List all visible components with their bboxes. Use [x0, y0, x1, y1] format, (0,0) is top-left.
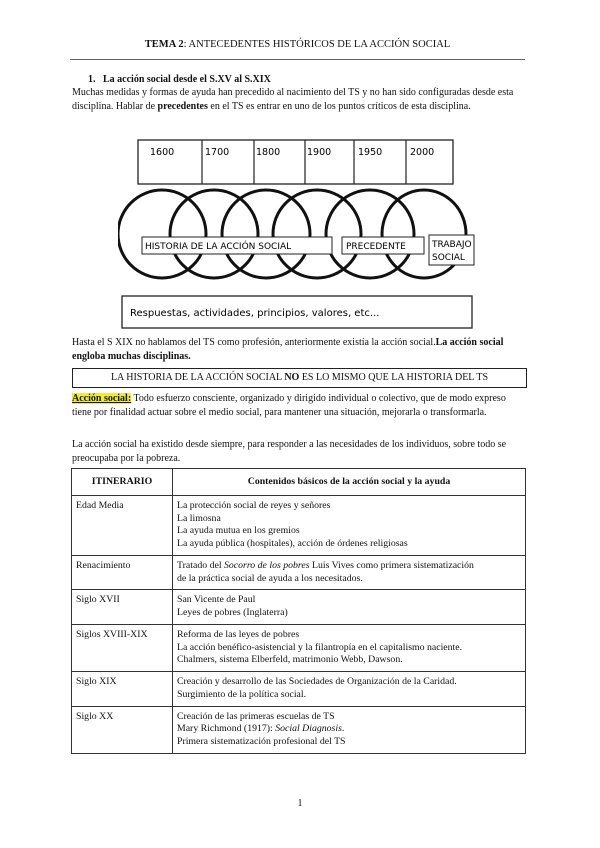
paragraph-definition [72, 392, 527, 419]
cell-line [177, 723, 521, 736]
cell-italic: Social Diagnosis [275, 723, 342, 735]
para2-text: Hasta el S XIX no hablamos del TS como profesión, anteriormente existía la acción social. [72, 337, 436, 348]
table-cell-content [173, 672, 526, 706]
highlight-note-box [72, 368, 527, 388]
table-cell-content [173, 590, 526, 624]
definition-term: Acción social: [72, 393, 132, 404]
para4-text: La acción social ha existido desde siempre, para responder a las necesidades de los individuos, sobre todo se preocupaba por la pobreza. [72, 439, 507, 464]
table-header-itinerario: ITINERARIO [72, 469, 173, 496]
cell-line: Creación de las primeras escuelas de TS [177, 710, 335, 722]
itinerary-table [71, 468, 526, 754]
precedent-label: PRECEDENTE [346, 242, 406, 252]
section-heading [88, 73, 271, 87]
cell-line: La limosna [177, 512, 221, 524]
cell-line: de la práctica social de ayuda a los necesitados. [177, 572, 363, 584]
para1-text-b: en el TS es entrar en uno de los puntos críticos de esta disciplina. [207, 100, 471, 112]
cell-line: Chalmers, sistema Elberfeld, matrimonio Webb, Dawson. [177, 654, 403, 666]
para1-bold: precedentes [157, 100, 208, 112]
cell-line: San Vicente de Paul [177, 594, 256, 606]
year-label: 2000 [410, 147, 435, 158]
social-work-label-1: TRABAJO [432, 240, 472, 250]
cell-line: Reforma de las leyes de pobres [177, 628, 300, 640]
cell-text: Luis Vives como primera sistematización [309, 559, 474, 571]
cell-line: Leyes de pobres (Inglaterra) [177, 607, 288, 619]
table-cell-period: Edad Media [72, 496, 173, 556]
table-row [72, 672, 526, 706]
timeline-figure [118, 136, 478, 336]
table-cell-period: Siglo XX [72, 706, 173, 753]
note-part-c: ES LO MISMO QUE LA HISTORIA DEL TS [299, 372, 489, 383]
table-cell-period: Siglos XVIII-XIX [72, 624, 173, 671]
cell-line: Primera sistematización profesional del TS [177, 736, 346, 748]
page-header [70, 38, 525, 52]
cell-line: La protección social de reyes y señores [177, 500, 331, 511]
paragraph-poverty [72, 438, 527, 465]
cell-text: Tratado del [177, 559, 224, 571]
cell-line: La ayuda pública (hospitales), acción de órdenes religiosas [177, 538, 408, 550]
cell-line: La ayuda mutua en los gremios [177, 525, 300, 537]
cell-text: . [341, 723, 345, 735]
cell-line: La acción benéfico-asistencial y la filantropía en el capitalismo naciente. [177, 641, 463, 653]
header-title: : ANTECEDENTES HISTÓRICOS DE LA ACCIÓN SOCIAL [183, 39, 451, 50]
cell-italic: Socorro de los pobres [224, 559, 310, 571]
overlapping-circles [118, 190, 466, 278]
table-row [72, 496, 526, 556]
cell-text: Mary Richmond (1917): [177, 723, 276, 735]
year-label: 1800 [256, 147, 281, 158]
para1-text-a: Muchas medidas y formas de ayuda han precedido al nacimiento del TS y no han sido configuradas desde esta disciplina. Hablar de [72, 87, 514, 112]
table-row [72, 555, 526, 589]
paragraph-precedentes [72, 86, 522, 113]
note-part-a: LA HISTORIA DE LA ACCIÓN SOCIAL [110, 372, 285, 383]
para2-bold: La acción social engloba muchas disciplinas. [72, 337, 504, 362]
table-row [72, 706, 526, 753]
table-row [72, 590, 526, 624]
table-cell-period: Siglo XIX [72, 672, 173, 706]
year-label: 1600 [150, 147, 175, 158]
page-number: 1 [297, 798, 303, 809]
cell-line [177, 560, 521, 573]
table-header-contenidos: Contenidos básicos de la acción social y la ayuda [173, 469, 526, 496]
paragraph-profession [72, 336, 527, 363]
table-row [72, 624, 526, 671]
cell-line: Creación y desarrollo de las Sociedades de Organización de la Caridad. [177, 676, 457, 688]
table-cell-content [173, 496, 526, 556]
history-label: HISTORIA DE LA ACCIÓN SOCIAL [145, 242, 292, 252]
cell-line: Surgimiento de la política social. [177, 688, 307, 700]
table-cell-period: Siglo XVII [72, 590, 173, 624]
section-title: La acción social desde el S.XV al S.XIX [103, 74, 271, 85]
table-cell-content [173, 555, 526, 589]
header-divider [70, 59, 525, 60]
note-part-b: NO [284, 372, 300, 383]
year-label: 1700 [205, 147, 230, 158]
social-work-label-2: SOCIAL [432, 253, 465, 263]
year-label: 1900 [307, 147, 332, 158]
table-cell-period: Renacimiento [72, 555, 173, 589]
definition-text: Todo esfuerzo consciente, organizado y dirigido individual o colectivo, que de modo expreso tiene por finalidad actuar sobre el medio social, para mantener una situación, mejorarla o transformarla. [72, 393, 506, 418]
year-label: 1950 [358, 147, 383, 158]
header-tema-label: TEMA 2 [144, 39, 184, 50]
section-number: 1. [88, 74, 96, 85]
responses-text: Respuestas, actividades, principios, valores, etc... [130, 308, 380, 319]
table-header-row [72, 469, 526, 496]
table-cell-content [173, 706, 526, 753]
table-cell-content [173, 624, 526, 671]
